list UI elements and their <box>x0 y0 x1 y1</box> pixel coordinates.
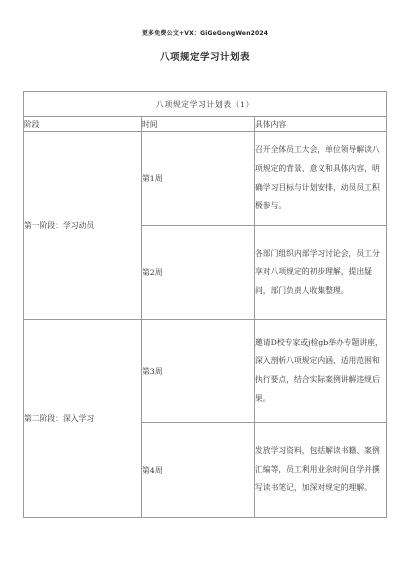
column-header-time: 时间 <box>142 117 255 132</box>
stage-cell: 第一阶段：学习动员 <box>24 132 142 320</box>
week-cell: 第2周 <box>142 226 255 320</box>
table-caption: 八项规定学习计划表（1） <box>24 92 387 117</box>
content-cell: 召开全体员工大会，单位领导解读八项规定的背景、意义和具体内容，明确学习目标与计划安排，动员员工积极参与。 <box>255 132 387 226</box>
week-cell: 第1周 <box>142 132 255 226</box>
study-plan-table <box>23 91 387 518</box>
content-cell: 各部门组织内部学习讨论会，员工分享对八项规定的初步理解，提出疑问，部门负责人收集整理。 <box>255 226 387 320</box>
week-cell: 第4周 <box>142 423 255 518</box>
watermark-text: 更多免费公文+VX：GiGeGongWen2024 <box>141 30 269 37</box>
stage-cell: 第二阶段：深入学习 <box>24 320 142 518</box>
week-cell: 第3周 <box>142 320 255 423</box>
document-title: 八项规定学习计划表 <box>159 52 250 63</box>
table-row <box>24 320 387 423</box>
caption-row <box>24 92 387 117</box>
content-cell: 邀请D校专家或j检gb举办专题讲座，深入剖析八项规定内涵、适用范围和执行要点，结合实际案例讲解违规后果。 <box>255 320 387 423</box>
column-header-stage: 阶段 <box>24 117 142 132</box>
table-row <box>24 132 387 226</box>
header-row <box>24 117 387 132</box>
content-cell: 发放学习资料，包括解读书籍、案例汇编等，员工利用业余时间自学并撰写读书笔记，加深对规定的理解。 <box>255 423 387 518</box>
column-header-content: 具体内容 <box>255 117 387 132</box>
